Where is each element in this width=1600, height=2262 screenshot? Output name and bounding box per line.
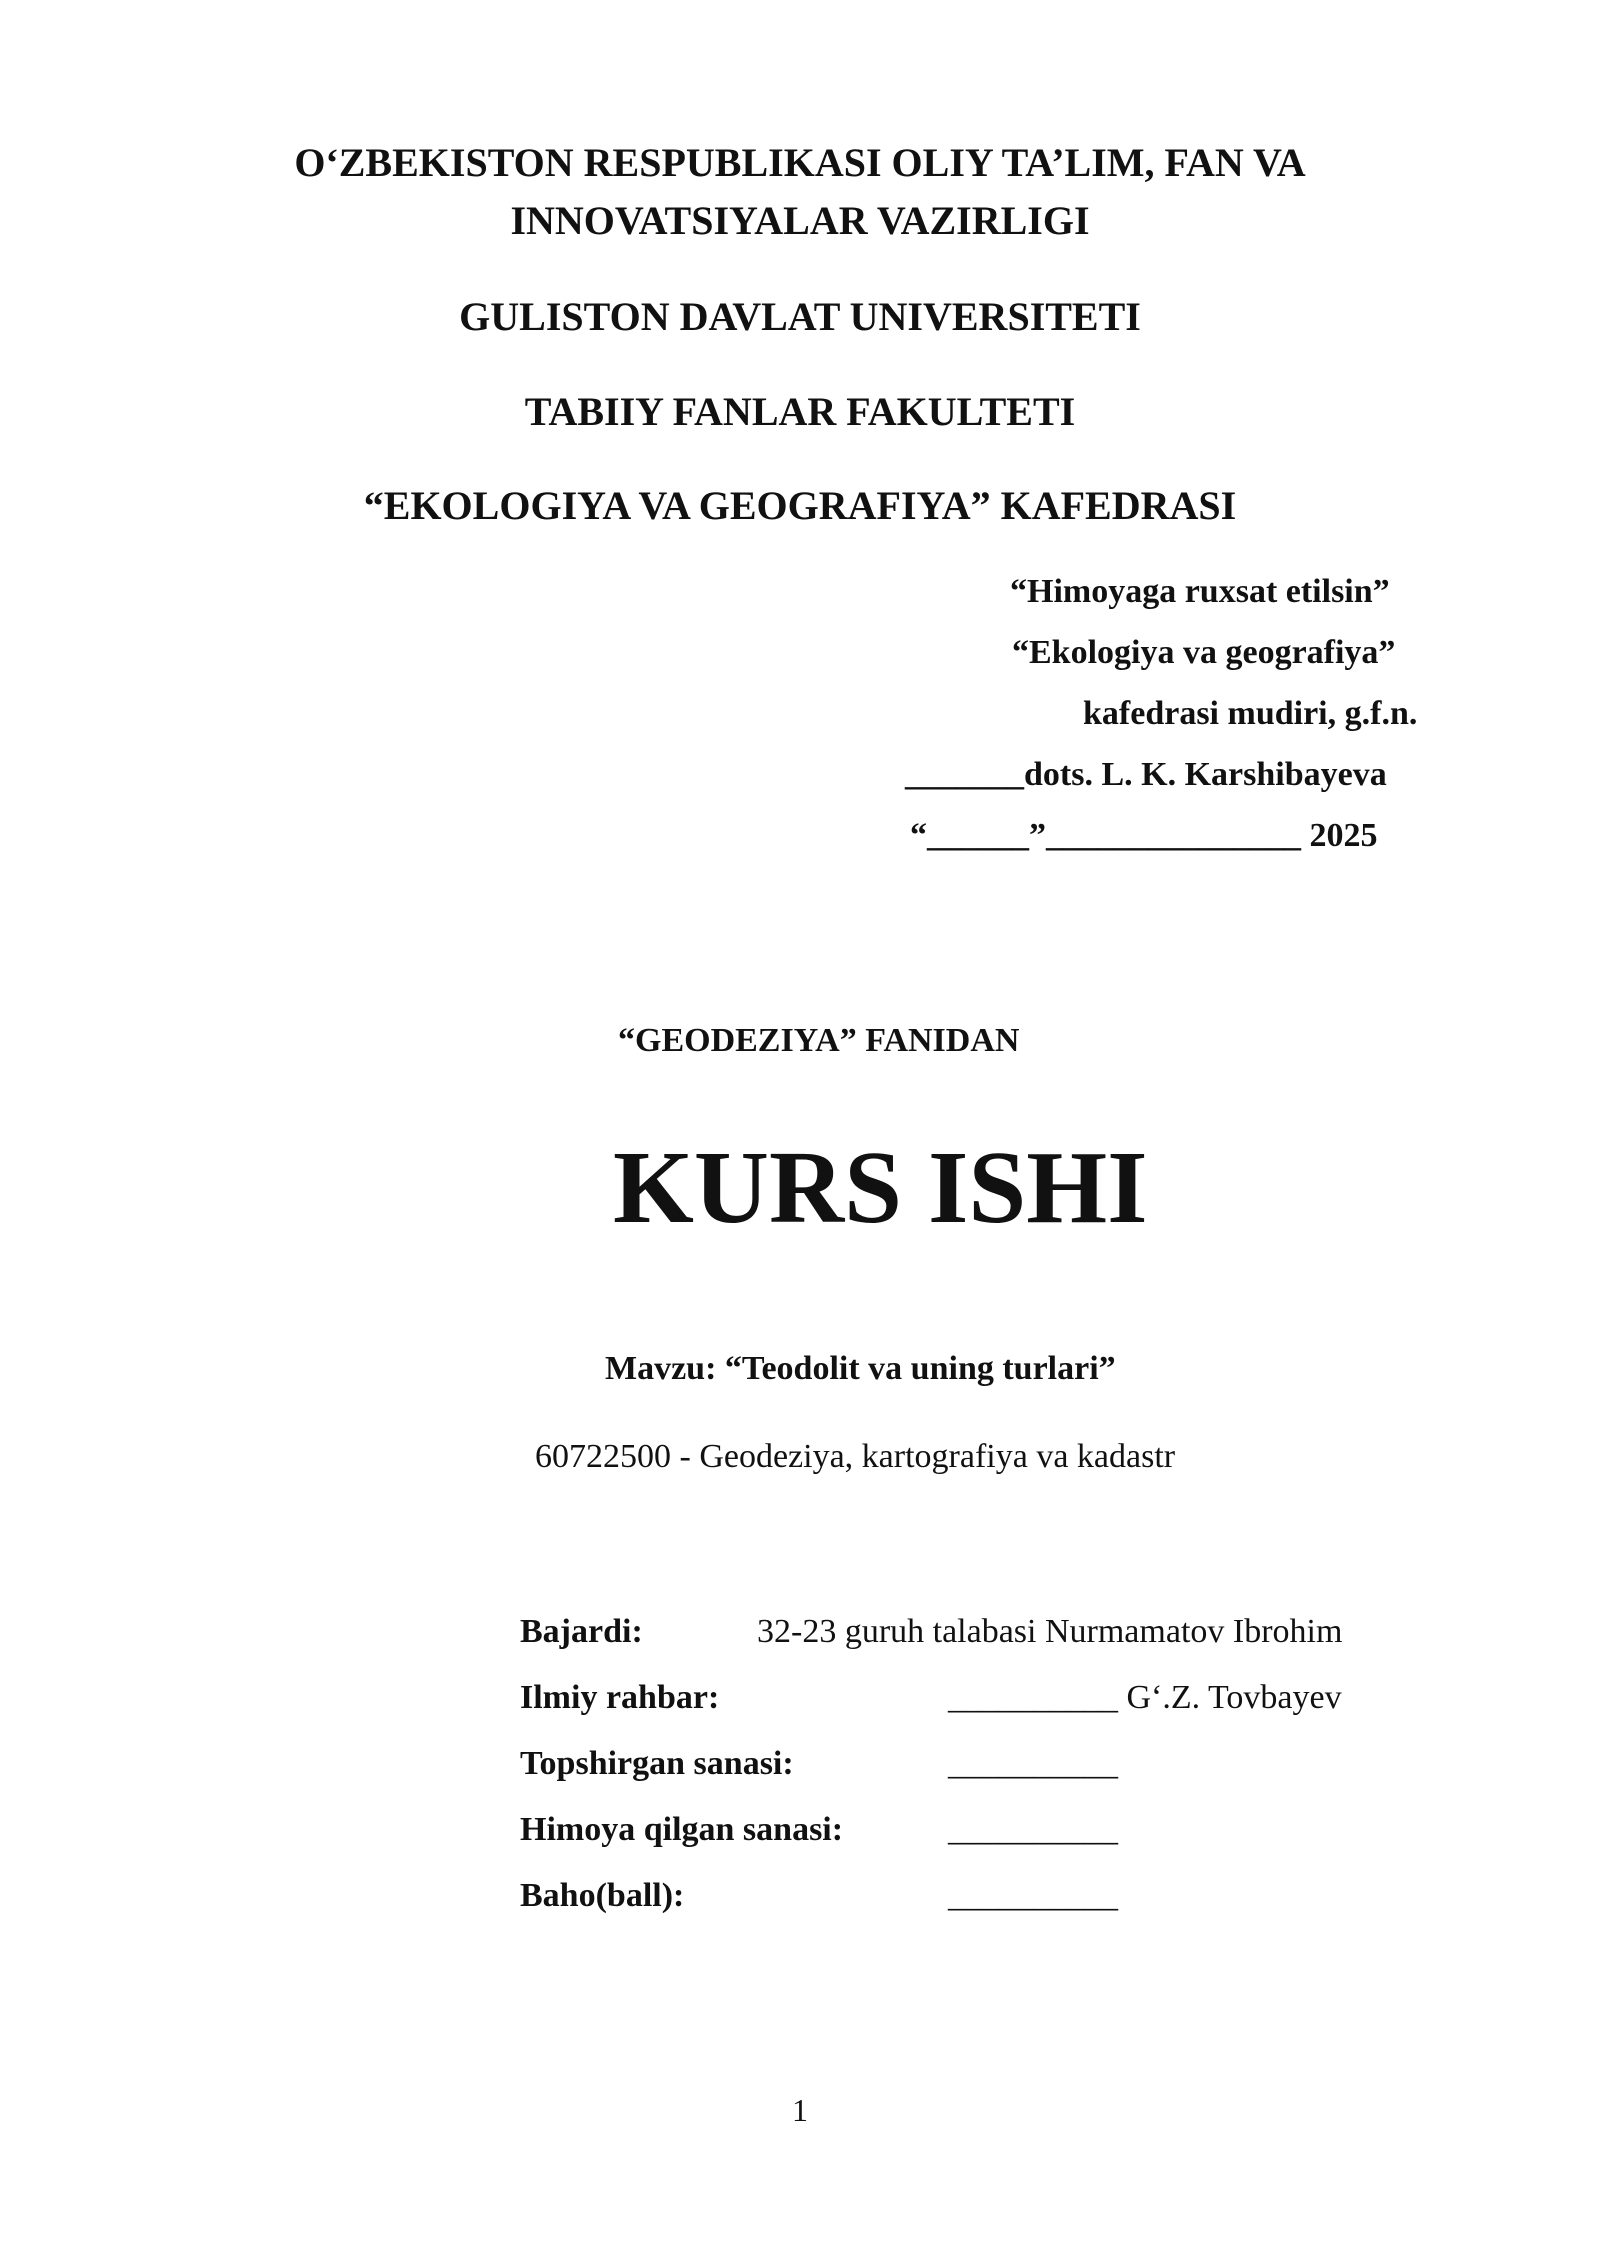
approval-line-3: kafedrasi mudiri, g.f.n. <box>1083 695 1418 732</box>
page-number: 1 <box>792 2092 808 2128</box>
detail-label-performer: Bajardi: <box>520 1613 643 1650</box>
approval-line-4: _______dots. L. K. Karshibayeva <box>905 756 1387 793</box>
course-topic: Mavzu: “Teodolit va uning turlari” <box>605 1350 1116 1387</box>
faculty-name: TABIIY FANLAR FAKULTETI <box>524 389 1076 434</box>
detail-label-submission-date: Topshirgan sanasi: <box>520 1745 794 1782</box>
detail-label-grade: Baho(ball): <box>520 1877 685 1914</box>
course-subject: “GEODEZIYA” FANIDAN <box>618 1022 1020 1059</box>
detail-value-submission-date: __________ <box>948 1745 1118 1782</box>
detail-value-defense-date: __________ <box>948 1811 1118 1848</box>
ministry-line-2: INNOVATSIYALAR VAZIRLIGI <box>510 198 1090 243</box>
university-name: GULISTON DAVLAT UNIVERSITETI <box>459 294 1141 339</box>
course-specialty: 60722500 - Geodeziya, kartografiya va kadastr <box>535 1438 1176 1475</box>
detail-value-grade: __________ <box>948 1877 1118 1914</box>
department-name: “EKOLOGIYA VA GEOGRAFIYA” KAFEDRASI <box>363 483 1237 528</box>
detail-label-supervisor: Ilmiy rahbar: <box>520 1679 720 1716</box>
detail-value-performer: 32-23 guruh talabasi Nurmamatov Ibrohim <box>757 1613 1343 1650</box>
approval-line-5: “______”_______________ 2025 <box>910 817 1378 854</box>
document-title: KURS ISHI <box>613 1130 1148 1245</box>
approval-line-1: “Himoyaga ruxsat etilsin” <box>1010 573 1390 610</box>
ministry-line-1: O‘ZBEKISTON RESPUBLIKASI OLIY TA’LIM, FAN VA <box>294 140 1306 185</box>
approval-line-2: “Ekologiya va geografiya” <box>1012 634 1396 671</box>
detail-label-defense-date: Himoya qilgan sanasi: <box>520 1811 844 1848</box>
detail-value-supervisor: __________ G‘.Z. Tovbayev <box>948 1679 1342 1716</box>
